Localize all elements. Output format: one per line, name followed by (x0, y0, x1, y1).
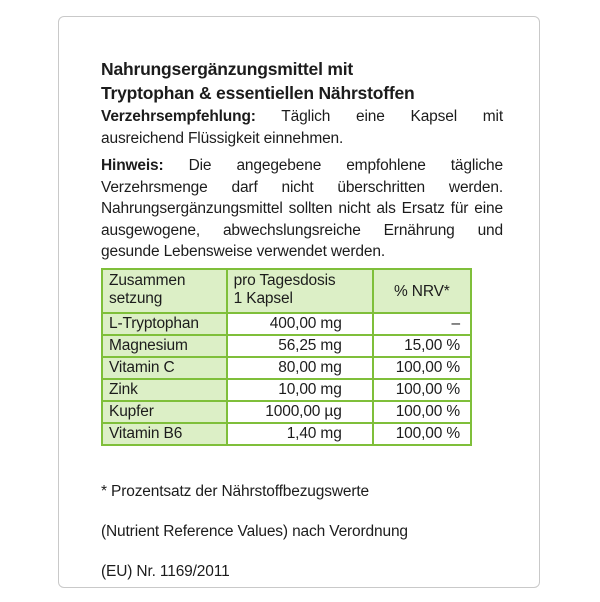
header-nrv: % NRV* (373, 269, 471, 313)
footnote-line-1: * Prozentsatz der Nährstoffbezugswerte (101, 482, 369, 500)
notice-paragraph (101, 155, 503, 263)
label-content (101, 57, 503, 602)
nutrient-amount: 1000,00 µg (227, 401, 373, 423)
intake-text: Täglich eine Kapsel mit ausreichend Flüssigkeit einnehmen. (101, 108, 503, 147)
nutrient-name: Vitamin B6 (102, 423, 227, 445)
nutrient-name: L-Tryptophan (102, 313, 227, 335)
header-daily-dose-line-2: 1 Kapsel (233, 289, 293, 307)
nutrient-nrv: – (373, 313, 471, 335)
table-row (102, 335, 471, 357)
header-composition-line-1: Zusammen (109, 271, 186, 289)
label-card (58, 16, 540, 588)
nutrient-nrv: 100,00 % (373, 423, 471, 445)
nutrient-name: Vitamin C (102, 357, 227, 379)
title-line-1: Nahrungsergänzungsmittel mit (101, 59, 354, 79)
table-row (102, 423, 471, 445)
nutrient-name: Magnesium (102, 335, 227, 357)
nutrient-nrv: 100,00 % (373, 357, 471, 379)
nutrient-nrv: 100,00 % (373, 379, 471, 401)
table-row (102, 313, 471, 335)
footnote-line-2: (Nutrient Reference Values) nach Verordnung (101, 522, 408, 540)
header-composition-line-2: setzung (109, 289, 163, 307)
nutrient-name: Zink (102, 379, 227, 401)
notice-label: Hinweis: (101, 157, 164, 174)
nutrient-amount: 56,25 mg (227, 335, 373, 357)
header-daily-dose (227, 269, 373, 313)
header-composition (102, 269, 227, 313)
nutrient-amount: 80,00 mg (227, 357, 373, 379)
nutrition-table (101, 268, 472, 446)
intake-recommendation (101, 106, 503, 149)
table-row (102, 379, 471, 401)
footnote-line-3: (EU) Nr. 1169/2011 (101, 562, 230, 580)
table-row (102, 401, 471, 423)
nutrient-name: Kupfer (102, 401, 227, 423)
table-header-row (102, 269, 471, 313)
nutrient-amount: 1,40 mg (227, 423, 373, 445)
nutrient-amount: 400,00 mg (227, 313, 373, 335)
notice-text: Die angegebene empfohlene tägliche Verzehrsmenge darf nicht überschritten werden. Nahrungsergänzungsmittel sollten nicht als Ersatz für eine ausgewogene, abwechslungsreiche Ernährung und gesunde Lebensweise verwendet werden. (101, 157, 503, 260)
intake-label: Verzehrsempfehlung: (101, 108, 256, 125)
nutrient-nrv: 15,00 % (373, 335, 471, 357)
header-daily-dose-line-1: pro Tagesdosis (233, 271, 336, 289)
nutrient-amount: 10,00 mg (227, 379, 373, 401)
product-title (101, 57, 503, 105)
nutrient-nrv: 100,00 % (373, 401, 471, 423)
title-line-2: Tryptophan & essentiellen Nährstoffen (101, 83, 415, 103)
table-row (102, 357, 471, 379)
nrv-footnote (101, 462, 503, 602)
